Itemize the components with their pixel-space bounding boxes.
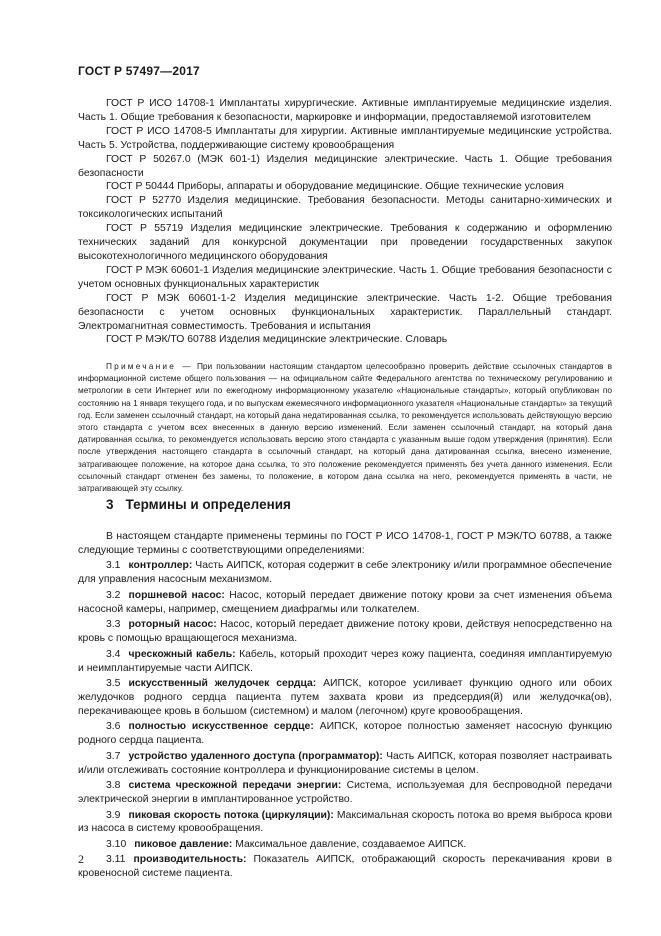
term-number: 3.11	[106, 854, 126, 866]
term-name: пиковое давление:	[134, 838, 233, 850]
section-number: 3	[106, 497, 114, 512]
section-title: Термины и определения	[125, 497, 291, 512]
term-number: 3.10	[106, 838, 127, 850]
term-definition: Кабель, который проходит через кожу пациента, соединяя имплантируемую и неимплантируемые части АИПСК.	[78, 648, 612, 674]
term-name: производительность:	[133, 854, 247, 866]
term-item	[78, 559, 612, 587]
section-heading	[106, 497, 291, 512]
term-definition: Часть АИПСК, которая содержит в себе электронику и/или программное обеспечение для управления насосным механизмом.	[78, 560, 613, 586]
term-item	[78, 648, 612, 676]
term-definition: Насос, который передает движение потоку крови, действуя непосредственно на кровь с помощью вращающегося механизма.	[78, 619, 612, 645]
term-name: система чрескожной передачи энергии:	[128, 780, 342, 792]
reference-item: ГОСТ Р 50444 Приборы, аппараты и оборудование медицинские. Общие технические условия	[106, 181, 564, 193]
term-definition: Насос, который передает движение потоку крови за счет изменения объема насосной камеры, например, смещением диафрагмы или толкателем.	[78, 589, 613, 615]
term-item	[78, 853, 612, 881]
term-name: контроллер:	[128, 560, 193, 572]
term-item	[78, 589, 612, 617]
term-number: 3.6	[106, 721, 121, 733]
term-name: полностью искусственное сердце:	[128, 721, 314, 733]
section-intro: В настоящем стандарте применены термины по ГОСТ Р ИСО 14708-1, ГОСТ Р МЭК/ТО 60788, а также следующие термины с соответствующими определениями:	[78, 531, 612, 556]
term-number: 3.8	[106, 780, 121, 792]
term-name: искусственный желудочек сердца:	[128, 678, 317, 690]
normative-references	[78, 97, 612, 347]
term-definition: Система, используемая для беспроводной передачи электрической энергии в имплантированное устройство.	[78, 780, 612, 806]
term-item	[78, 677, 612, 719]
reference-item: ГОСТ Р 50267.0 (МЭК 601-1) Изделия медицинские электрические. Часть 1. Общие требования безопасности	[78, 153, 612, 179]
term-name: пиковая скорость потока (циркуляции):	[128, 809, 334, 821]
reference-item: ГОСТ Р МЭК/ТО 60788 Изделия медицинские электрические. Словарь	[106, 334, 448, 346]
term-item	[78, 720, 612, 748]
term-name: роторный насос:	[128, 619, 217, 631]
term-name: устройство удаленного доступа (программатор):	[128, 750, 383, 762]
term-number: 3.3	[106, 619, 121, 631]
term-item	[78, 618, 612, 646]
term-number: 3.7	[106, 750, 121, 762]
reference-item: ГОСТ Р 55719 Изделия медицинские электрические. Требования к содержанию и оформлению технических заданий для конкурсной документации при проведении государственных закупок высокотехнологичного медицинского оборудования	[78, 223, 612, 262]
terms-list	[78, 530, 612, 883]
term-item	[78, 779, 612, 807]
running-header: ГОСТ Р 57497—2017	[78, 64, 200, 78]
term-number: 3.5	[106, 678, 121, 690]
term-definition: Максимальная скорость потока во время выброса крови из насоса в систему кровообращения.	[78, 809, 612, 835]
term-definition: АИПСК, которое усиливает функцию одного или обоих желудочков родного сердца пациента путем захвата крови из предсердия(й) или желудочка(ов), перекачивающее кровь в большом (системном) и малом (легочном) круге кровообращения.	[78, 678, 613, 717]
reference-item: ГОСТ Р ИСО 14708-1 Имплантаты хирургические. Активные имплантируемые медицинские изделия. Часть 1. Общие требования к безопасности, маркировке и информации, предоставляемой изготовителем	[78, 98, 612, 123]
term-name: поршневой насос:	[128, 589, 225, 601]
note-block	[78, 360, 612, 494]
reference-item: ГОСТ Р МЭК 60601-1 Изделия медицинские электрические. Часть 1. Общие требования безопасности с учетом основных функциональных характеристик	[78, 264, 612, 290]
term-item	[78, 750, 612, 778]
page-number: 2	[78, 852, 84, 866]
note-label: Примечание —	[106, 361, 193, 371]
reference-item: ГОСТ Р ИСО 14708-5 Имплантаты для хирургии. Активные имплантируемые медицинские устройства. Часть 5. Устройства, поддерживающие систему кровообращения	[78, 125, 612, 151]
term-definition: Максимальное давление, создаваемое АИПСК.	[235, 838, 467, 850]
term-name: чрескожный кабель:	[128, 648, 236, 660]
reference-item: ГОСТ Р 52770 Изделия медицинские. Требования безопасности. Методы санитарно-химических и токсикологических испытаний	[78, 195, 612, 221]
term-number: 3.2	[106, 589, 121, 601]
note-text: При пользовании настоящим стандартом целесообразно проверить действие ссылочных стандартов в информационной системе общего пользования — на официальном сайте Федерального агентства по техническому регулированию и метрологии в сети Интернет или по ежегодному информационному указателю «Национальные стандарты», который опубликован по состоянию на 1 января текущего года, и по выпускам ежемесячного информационного указателя «Национальные стандарты» за текущий год. Если заменен ссылочный стандарт, на который дана недатированная ссылка, то рекомендуется использовать действующую версию этого стандарта с учетом всех внесенных в данную версию изменений. Если заменен ссылочный стандарт, на который дана датированная ссылка, то рекомендуется использовать версию этого стандарта с указанным выше годом утверждения (принятия). Если после утверждения настоящего стандарта в ссылочный стандарт, на который дана датированная ссылка, внесено изменение, затрагивающее положение, на которое дана ссылка, то это положение рекомендуется применять без учета данного изменения. Если ссылочный стандарт отменен без замены, то положение, в котором дана ссылка на него, рекомендуется применять в части, не затрагивающей эту ссылку.	[78, 361, 612, 494]
term-number: 3.9	[106, 809, 121, 821]
term-item	[78, 838, 612, 852]
term-number: 3.1	[106, 560, 121, 572]
reference-item: ГОСТ Р МЭК 60601-1-2 Изделия медицинские электрические. Часть 1-2. Общие требования безопасности с учетом основных функциональных характеристик. Параллельный стандарт. Электромагнитная совместимость. Требования и испытания	[78, 292, 612, 332]
term-definition: АИПСК, которое полностью заменяет насосную функцию родного сердца пациента.	[78, 721, 612, 747]
term-definition: Часть АИПСК, которая позволяет настраивать и/или отслеживать состояние контроллера и функционирование системы в целом.	[78, 750, 612, 776]
term-item	[78, 809, 612, 837]
term-definition: Показатель АИПСК, отображающий скорость перекачивания крови в кровеносной системе пациента.	[78, 854, 612, 880]
term-number: 3.4	[106, 648, 121, 660]
